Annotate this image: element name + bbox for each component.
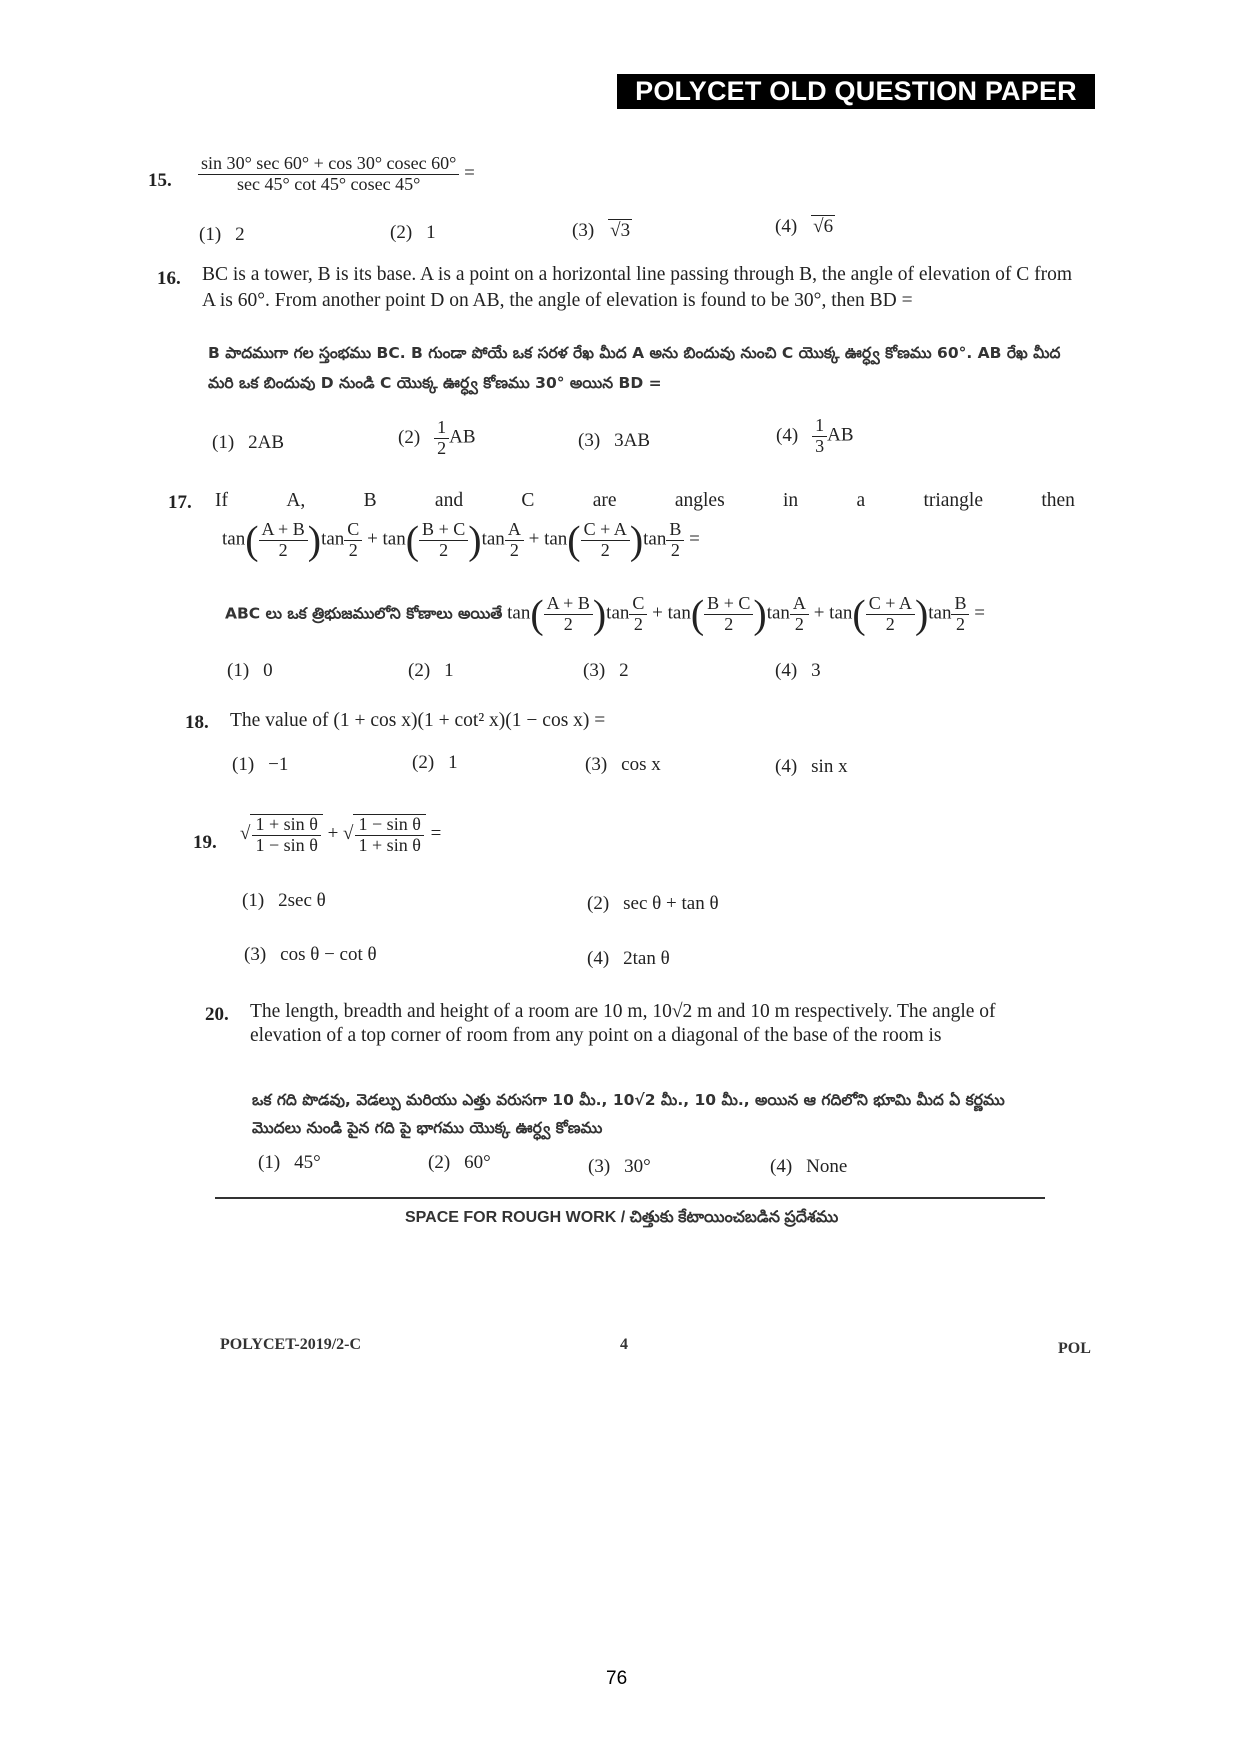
question-15-expression [198,154,475,195]
q17-option-1: (1) 0 [227,660,273,681]
q15-denominator: sec 45° cot 45° cosec 45° [236,173,421,194]
q15-equals: = [464,162,475,184]
q20-option-1: (1) 45° [258,1152,321,1173]
question-17-intro: If A, B and C are angles in a triangle then [215,490,1075,511]
q16-option-4: (4) $\frac{1}{3}$ AB [776,415,854,456]
q15-option-3: (3) √3 [572,220,631,241]
q15-option-1: (1) 2 [199,224,245,245]
question-15-number: 15. [148,170,172,191]
question-20-number: 20. [205,1004,229,1025]
question-17-telugu-line: ABC లు ఒక త్రిభుజములోని కోణాలు అయితే tan( $\frac{A + B}{2}$ )tan $\frac{C}{2}$ + tan( $\frac{B + C}{2}$ )tan $\frac{A}{2}$ + tan( $\frac{C + A}{2}$ )tan $\frac{B}{2}$ = [225,591,985,637]
question-20-telugu: ఒక గది పొడవు, వెడల్పు మరియు ఎత్తు వరుసగా 10 మీ., 10√2 మీ., 10 మీ., అయిన ఆ గదిలోని భూమి మీద ఏ కర్ణము మొదలు నుండి పైన గది పై భాగము యొక్క ఊర్ధ్వ కోణము [252,1091,1005,1137]
q18-option-1: (1) −1 [232,754,289,775]
q19-option-4: (4) 2tan θ [587,948,670,969]
q15-option-4: (4) √6 [775,216,834,237]
q18-option-3: (3) cos x [585,754,661,775]
question-16-number: 16. [157,268,181,289]
q15-numerator: sin 30° sec 60° + cos 30° cosec 60° [198,154,459,175]
q20-option-2: (2) 60° [428,1152,491,1173]
q17-option-2: (2) 1 [408,660,454,681]
question-20-text: The length, breadth and height of a room are 10 m, 10√2 m and 10 m respectively. The angle of elevation of a top corner of room from any point on a diagonal of the base of the room is [250,1001,996,1046]
question-17-telugu: ABC లు ఒక త్రిభుజములోని కోణాలు అయితే [225,604,503,623]
q18-option-2: (2) 1 [412,752,458,773]
q20-option-3: (3) 30° [588,1156,651,1177]
footer-page-small: 4 [620,1336,628,1353]
question-16-text: BC is a tower, B is its base. A is a point on a horizontal line passing through B, the angle of elevation of C from A is 60°. From another point D on AB, the angle of elevation is found to be 30°, then BD = [202,264,1073,311]
q15-option-2: (2) 1 [390,222,436,243]
q16-option-1: (1) 2AB [212,432,285,453]
question-19-expression: √ $\frac{\text{1 + sin θ}}{\text{1 − sin θ}}$ + √ $\frac{\text{1 − sin θ}}{\text{1 + sin θ}}$ = [240,814,442,855]
question-16-telugu: B పాదముగా గల స్తంభము BC. B గుండా పోయే ఒక సరళ రేఖ మీద A అను బిందువు నుంచి C యొక్క ఊర్ధ్వ కోణము 60°. AB రేఖ మీద మరి ఒక బిందువు D నుండి C యొక్క ఊర్ధ్వ కోణము 30° అయిన BD = [208,344,1061,392]
q17-option-3: (3) 2 [583,660,629,681]
question-17-expression: tan( $\frac{A + B}{2}$ )tan $\frac{C}{2}$ + tan( $\frac{B + C}{2}$ )tan $\frac{A}{2}$ + tan( $\frac{C + A}{2}$ )tan $\frac{B}{2}$ = [222,517,700,563]
q20-option-4: (4) None [770,1156,848,1177]
footer-right-cut: POL [1058,1340,1091,1357]
footer-paper-code: POLYCET-2019/2-C [220,1336,362,1353]
q18-option-4: (4) sin x [775,756,848,777]
q19-option-1: (1) 2sec θ [242,890,326,911]
q16-option-3: (3) 3AB [578,430,651,451]
q16-option-2: (2) $\frac{1}{2}$ AB [398,417,476,458]
rough-work-label: SPACE FOR ROUGH WORK / చిత్తుకు కేటాయించబడిన ప్రదేశము [405,1209,839,1226]
question-17-number: 17. [168,492,192,513]
q17-option-4: (4) 3 [775,660,821,681]
q19-option-2: (2) sec θ + tan θ [587,893,719,914]
rough-work-divider [215,1197,1045,1199]
question-18-number: 18. [185,712,209,733]
question-19-number: 19. [193,832,217,853]
page-number: 76 [606,1668,628,1689]
q19-option-3: (3) cos θ − cot θ [244,944,377,965]
header-banner: POLYCET OLD QUESTION PAPER [617,74,1095,109]
question-18-text: The value of (1 + cos x)(1 + cot² x)(1 − cos x) = [230,710,606,731]
